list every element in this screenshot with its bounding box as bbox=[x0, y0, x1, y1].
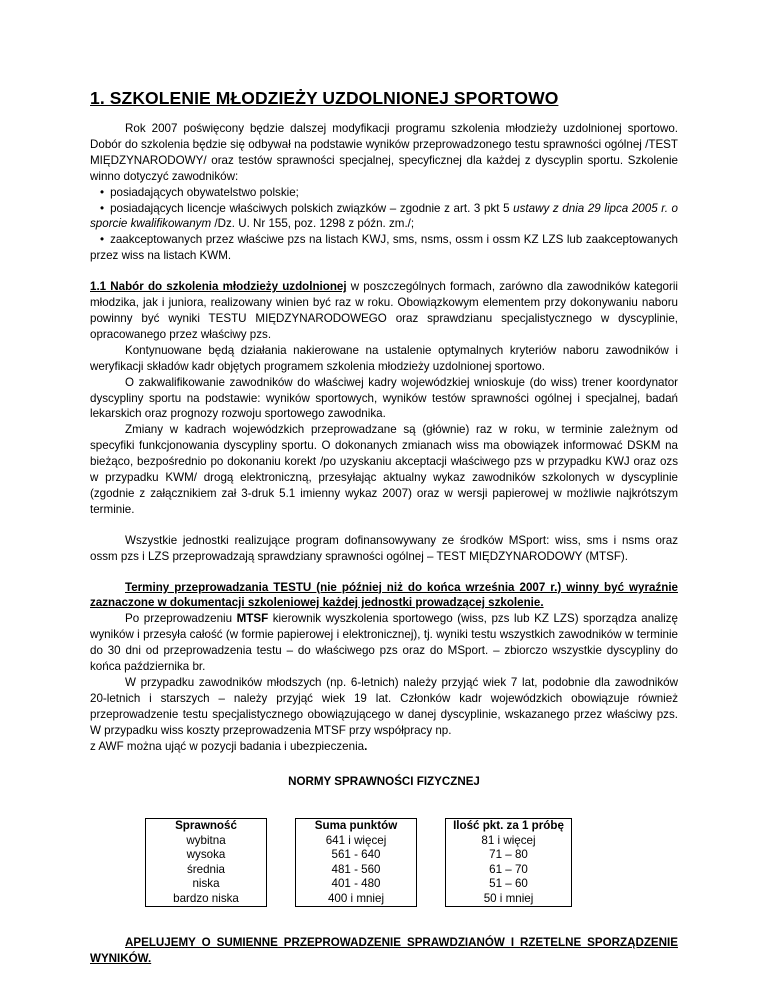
table-cell: 561 - 640 bbox=[296, 848, 417, 863]
norms-table bbox=[145, 818, 572, 907]
paragraph: O zakwalifikowanie zawodników do właściwej kadry wojewódzkiej wnioskuje (do wiss) trener koordynator dyscypliny sportu na podstawie: wyników sportowych, wyników testów sprawności ogólnej i specjalnej, badań lekarskich oraz prognozy rozwoju sportowego zawodnika. bbox=[90, 375, 678, 421]
table-cell: niska bbox=[146, 877, 267, 892]
table-cell: średnia bbox=[146, 863, 267, 878]
bullet-italic-text: ustawy z dnia 29 lipca 2005 r. o sporcie kwalifikowanym bbox=[90, 201, 678, 231]
table-cell: bardzo niska bbox=[146, 892, 267, 907]
document-page bbox=[90, 88, 678, 967]
awf-line bbox=[90, 739, 678, 755]
table-row bbox=[146, 834, 572, 849]
table-row bbox=[146, 848, 572, 863]
page-title: 1. SZKOLENIE MŁODZIEŻY UZDOLNIONEJ SPORTOWO bbox=[90, 88, 559, 108]
table-cell: 71 – 80 bbox=[446, 848, 572, 863]
header-suma-punktow: Suma punktów bbox=[314, 819, 398, 833]
text-run: z AWF można ująć w pozycji badania i ubezpieczenia bbox=[90, 739, 365, 753]
bullet-item: • posiadających obywatelstwo polskie; bbox=[90, 185, 678, 201]
text-run: Po przeprowadzeniu bbox=[125, 612, 237, 626]
header-ilosc-pkt: Ilość pkt. za 1 próbę bbox=[453, 819, 564, 833]
msport-paragraph: Wszystkie jednostki realizujące program dofinansowywany ze środków MSport: wiss, sms i nsms oraz ossm pzs i LZS przeprowadzają sprawdziany sprawności ogólnej – TEST MIĘDZYNARODOWY (MTSF). bbox=[90, 533, 678, 563]
bullet-item bbox=[90, 201, 678, 233]
intro-paragraph: Rok 2007 poświęcony będzie dalszej modyfikacji programu szkolenia młodzieży uzdolnionej sportowo. Dobór do szkolenia będzie się odbywał na podstawie wyników przeprowadzonego testu sprawności ogólnej /TEST MIĘDZYNARODOWY/ oraz testów sprawności specjalnej, specyficznej dla każdej z dyscyplin sportu. Szkolenie winno dotyczyć zawodników: bbox=[90, 122, 678, 183]
norms-title: NORMY SPRAWNOŚCI FIZYCZNEJ bbox=[288, 774, 480, 788]
header-sprawnosc: Sprawność bbox=[175, 819, 237, 833]
table-cell: 81 i więcej bbox=[446, 834, 572, 849]
bullet-text: /Dz. U. Nr 155, poz. 1298 z późn. zm./; bbox=[211, 217, 415, 231]
mtsf-bold: MTSF bbox=[236, 612, 269, 626]
section-1-1-text: w poszczególnych formach, zarówno dla zawodników kategorii młodzika, jak i juniora, realizowany winien być raz w roku. Obowiązkowym elementem przy dokonywaniu naboru powinny być wyniki TESTU MIĘDZYNARODOWEGO oraz sprawdzianu specjalistycznego w dyscyplinie, opracowanego przez właściwy pzs. bbox=[90, 280, 678, 341]
bullet-item: • zaakceptowanych przez właściwe pzs na listach KWJ, sms, nsms, ossm i ossm KZ LZS lub zaakceptowanych przez wiss na listach KWM. bbox=[90, 232, 678, 264]
table-row bbox=[146, 892, 572, 907]
table-cell: 400 i mniej bbox=[296, 892, 417, 907]
text-run: kierownik wyszkolenia sportowego (wiss, pzs lub KZ LZS) sporządza analizę wyników i przesyła całość (w formie papierowej i elektronicznej), tj. wyniki testu wszystkich zawodników w terminie do 30 dni od przeprowadzenia testu – do właściwego pzs oraz do MSport. – zbiorczo wszystkie dyscypliny do końca października br. bbox=[90, 612, 678, 674]
table-cell: wysoka bbox=[146, 848, 267, 863]
final-appeal: APELUJEMY O SUMIENNE PRZEPROWADZENIE SPRAWDZIANÓW I RZETELNE SPORZĄDZENIE WYNIKÓW. bbox=[90, 936, 678, 966]
paragraph: Kontynuowane będą działania nakierowane na ustalenie optymalnych kryteriów naboru zawodników i weryfikacji składów kadr objętych programem szkolenia młodzieży uzdolnionej sportowo. bbox=[90, 343, 678, 373]
after-test-paragraph bbox=[90, 611, 678, 675]
table-row bbox=[146, 877, 572, 892]
paragraph: Zmiany w kadrach wojewódzkich przeprowadzane są (głównie) raz w roku, w terminie zależnym od specyfiki funkcjonowania dyscypliny sportu. O dokonanych zmianach wiss ma obowiązek informować DSKM na bieżąco, bezpośrednio po dokonaniu korekt /po uzyskaniu akceptacji właściwego pzs w przypadku KWJ oraz ozs w przypadku KWM/ drogą elektroniczną, przesyłając aktualny wykaz zawodników szkolonych w dyscyplinie (zgodnie z załącznikiem zał 3-druk 5.1 imienny wykaz 2007) oraz w wersji papierowej w możliwie najkrótszym terminie. bbox=[90, 423, 678, 516]
table-cell: wybitna bbox=[146, 834, 267, 849]
table-cell: 641 i więcej bbox=[296, 834, 417, 849]
table-cell: 50 i mniej bbox=[446, 892, 572, 907]
section-1-1-heading: 1.1 Nabór do szkolenia młodzieży uzdolnionej bbox=[90, 280, 347, 294]
table-row bbox=[146, 863, 572, 878]
period: . bbox=[364, 739, 368, 753]
table-cell: 61 – 70 bbox=[446, 863, 572, 878]
table-cell: 51 – 60 bbox=[446, 877, 572, 892]
bullet-text: posiadających licencje właściwych polskich związków – zgodnie z art. 3 pkt 5 bbox=[110, 201, 514, 215]
table-cell: 481 - 560 bbox=[296, 863, 417, 878]
age-paragraph: W przypadku zawodników młodszych (np. 6-letnich) należy przyjąć wiek 7 lat, podobnie dla zawodników 20-letnich i starszych – należy przyjąć wiek 19 lat. Członków kadr wojewódzkich obowiązuje również przeprowadzenie testu specjalistycznego obowiązującego w danej dyscyplinie, wskazanego przez właściwy pzs. W przypadku wiss koszty przeprowadzenia MTSF przy współpracy np. bbox=[90, 676, 678, 737]
table-cell: 401 - 480 bbox=[296, 877, 417, 892]
terms-heading: Terminy przeprowadzania TESTU (nie później niż do końca września 2007 r.) winny być wyraźnie zaznaczone w dokumentacji szkoleniowej każdej jednostki prowadzącej szkolenie. bbox=[90, 580, 678, 610]
section-1-1-paragraph bbox=[90, 279, 678, 343]
